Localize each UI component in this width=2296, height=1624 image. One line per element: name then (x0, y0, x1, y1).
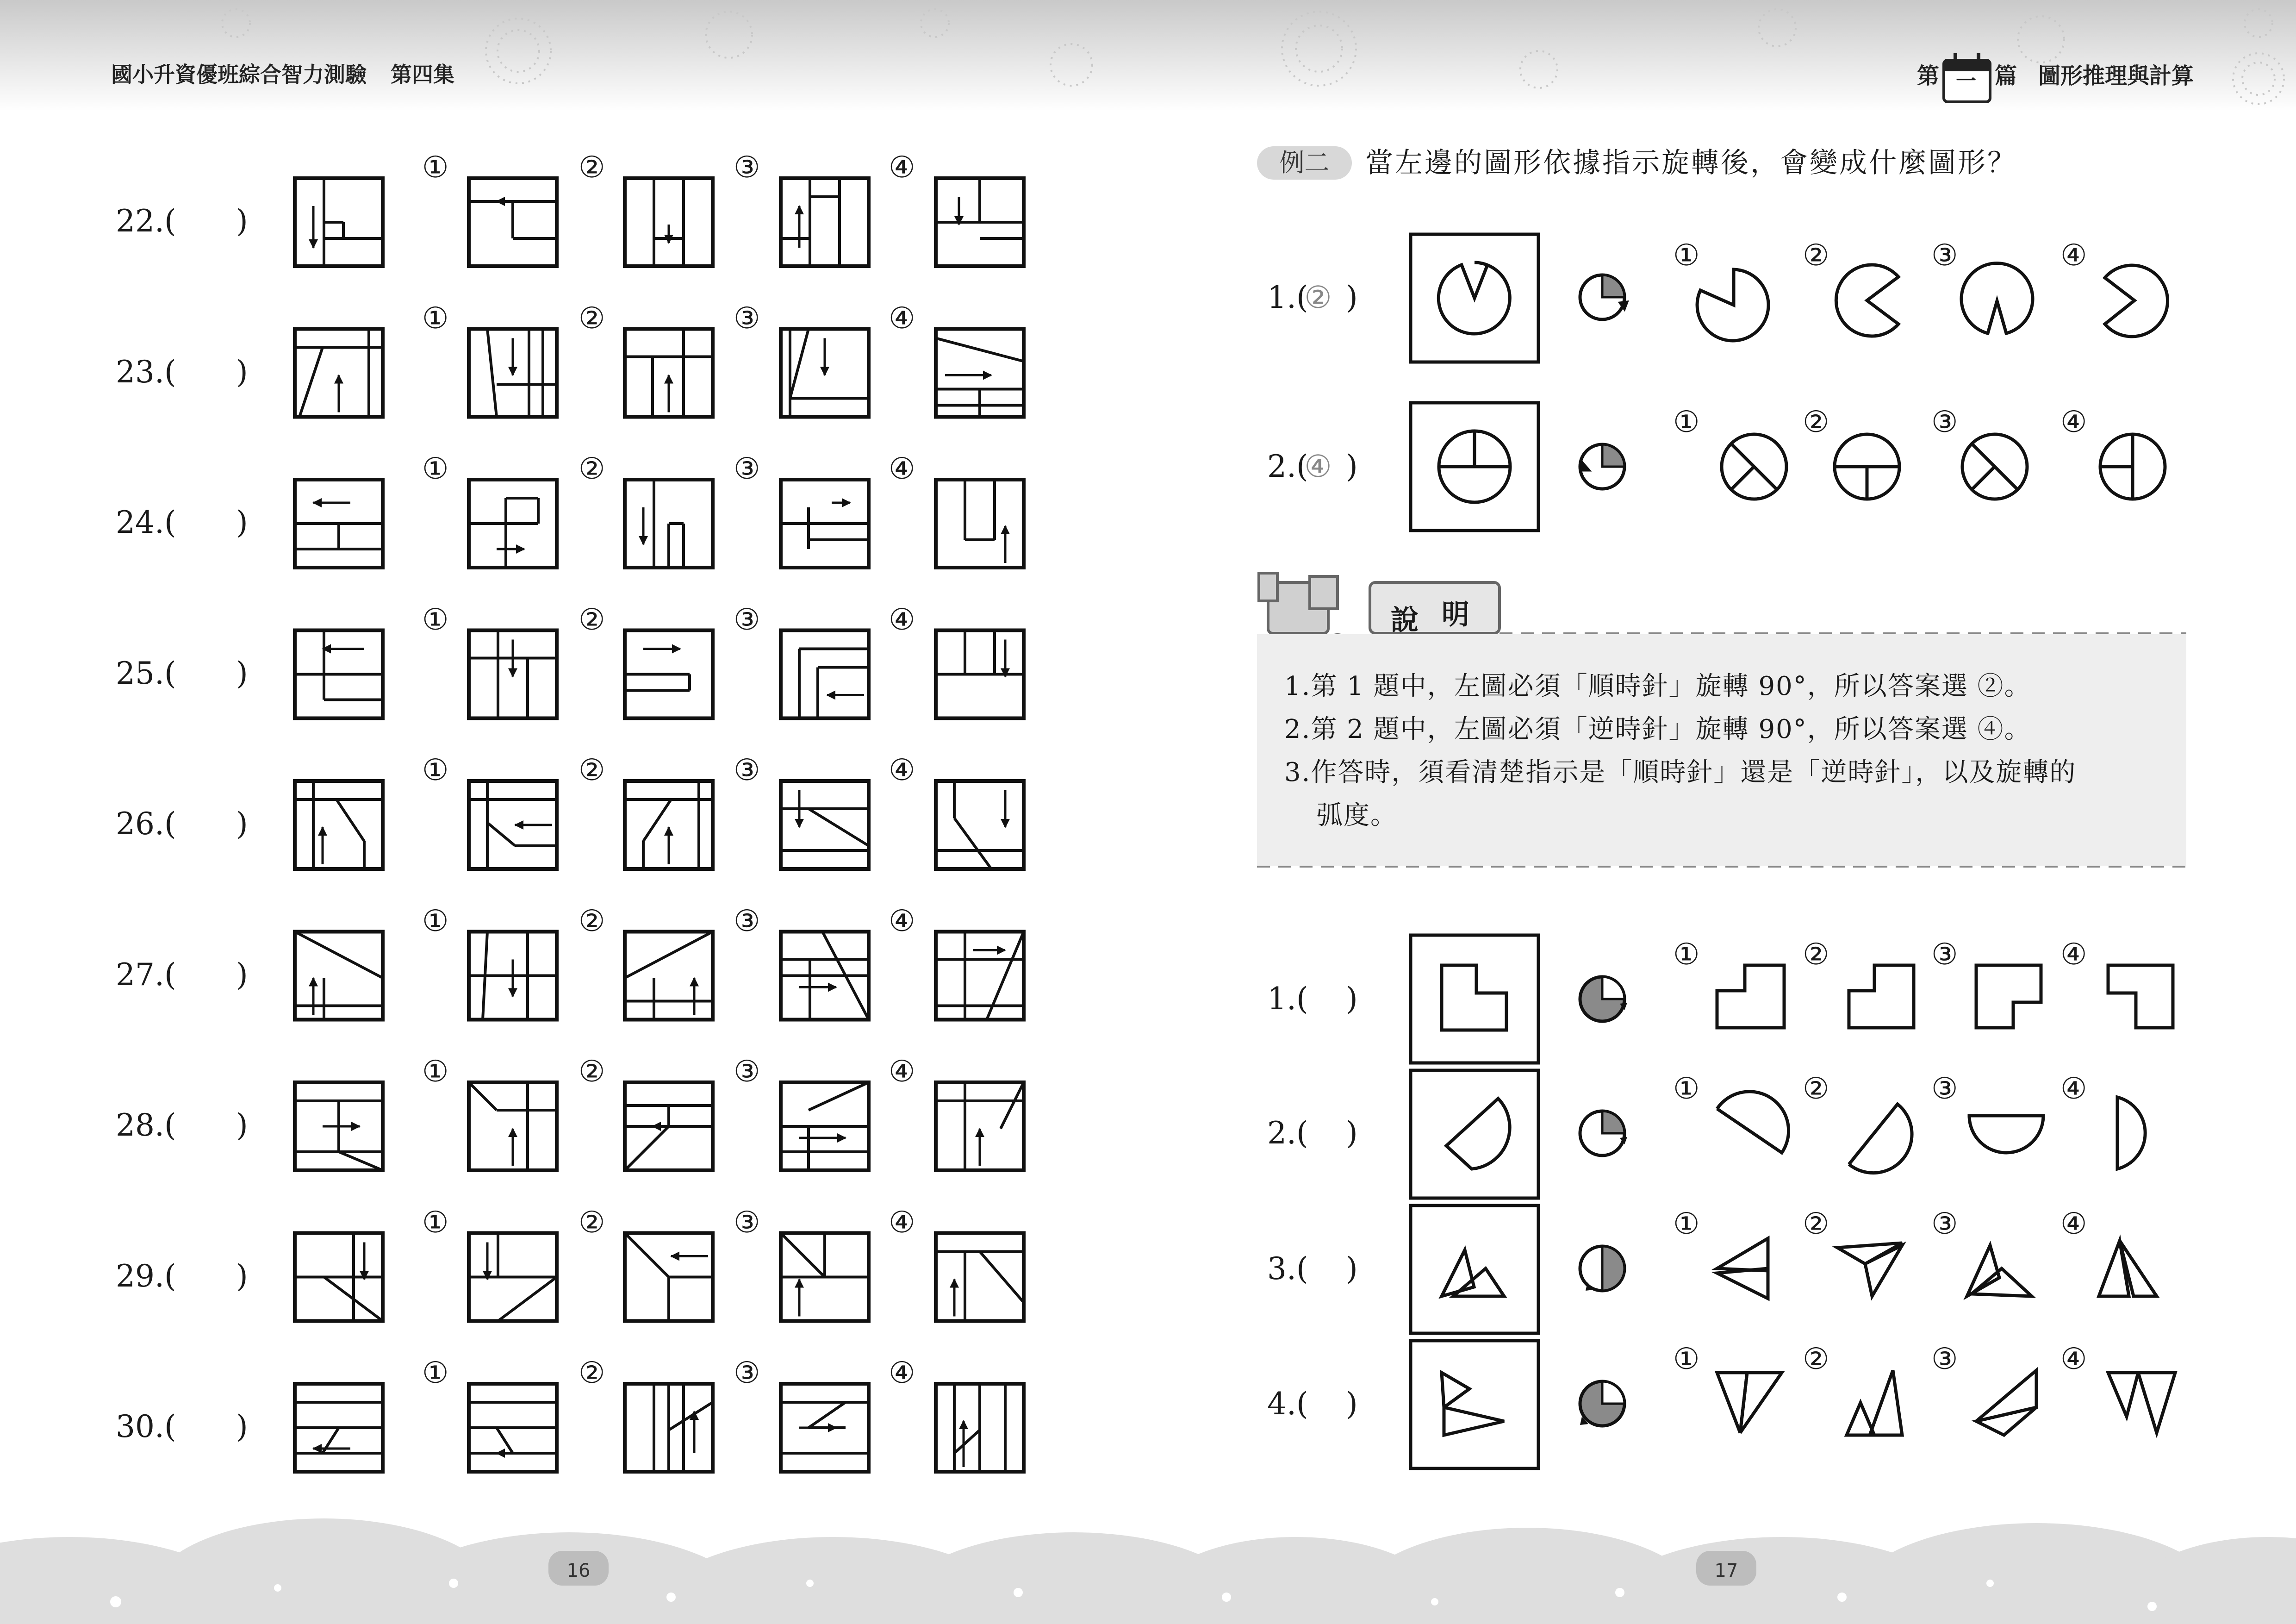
option-label: ① (422, 602, 449, 637)
option-label: ② (579, 602, 605, 637)
question-number: 4.( (1267, 1386, 1308, 1422)
option-figure (781, 1082, 869, 1170)
option-figure (469, 178, 557, 266)
option-label: ① (422, 301, 449, 336)
option-label: ② (579, 753, 605, 787)
option-label: ③ (734, 1205, 760, 1240)
right-question-1 (1267, 981, 1358, 1017)
option-figure (469, 1233, 557, 1321)
chapter-name: 圖形推理與計算 (2038, 63, 2194, 89)
option-label: ① (422, 753, 449, 787)
right-question-3 (1267, 1251, 1358, 1287)
option-label: ① (1673, 405, 1700, 439)
question-30 (116, 1409, 248, 1444)
question-close: ) (236, 203, 248, 239)
option-label: ③ (734, 753, 760, 787)
option-label: ① (1673, 937, 1700, 972)
chapter-suffix: 篇 (1995, 63, 2017, 89)
option-label: ④ (2060, 1072, 2087, 1106)
question-29 (116, 1258, 248, 1294)
option-label: ④ (2060, 1342, 2087, 1376)
question-figure (295, 1384, 383, 1472)
option-label: ③ (734, 1356, 760, 1390)
chapter-number: 一 (1956, 69, 1976, 93)
option-figure (781, 781, 869, 869)
example-item-answer: ④ (1304, 449, 1332, 484)
question-close: ) (236, 1258, 248, 1294)
question-number: 3.( (1267, 1251, 1308, 1287)
question-number: 30.( (116, 1409, 176, 1444)
option-figure (781, 932, 869, 1020)
question-24 (116, 505, 248, 540)
chapter-prefix: 第 (1917, 63, 1940, 89)
question-figure (295, 781, 383, 869)
question-number: 27.( (116, 956, 176, 993)
example-item-2 (1267, 449, 1358, 484)
footer-clouds (0, 1518, 2296, 1624)
example-item-number: 2.( (1267, 449, 1308, 484)
option-figure (781, 631, 869, 718)
option-label: ② (579, 452, 605, 486)
option-label: ④ (2060, 238, 2087, 273)
option-figure (625, 329, 713, 417)
option-figure (936, 329, 1024, 417)
option-label: ① (1673, 1207, 1700, 1241)
option-figure (936, 781, 1024, 869)
question-close: ) (236, 1409, 248, 1444)
option-label: ③ (734, 150, 760, 185)
explanation-line-2: 2.第 2 題中，左圖必須「逆時針」旋轉 90°，所以答案選 ④。 (1284, 714, 2031, 744)
option-label: ④ (889, 1356, 915, 1390)
option-label: ② (1803, 405, 1829, 439)
option-figure (625, 480, 713, 568)
option-label: ④ (889, 301, 915, 336)
option-label: ① (422, 452, 449, 486)
option-label: ④ (889, 150, 915, 185)
option-label: ① (422, 1055, 449, 1089)
explanation-line-1: 1.第 1 題中，左圖必須「順時針」旋轉 90°，所以答案選 ②。 (1284, 671, 2031, 701)
example-tag: 例二 (1257, 146, 1352, 180)
option-label: ② (579, 1356, 605, 1390)
option-label: ③ (734, 301, 760, 336)
question-close: ) (236, 354, 248, 390)
option-label: ④ (889, 452, 915, 486)
book-title (111, 58, 454, 88)
option-label: ② (579, 904, 605, 938)
option-figure (936, 1233, 1024, 1321)
explanation-title-a: 說 (1391, 604, 1419, 637)
chapter-title (1917, 58, 2195, 93)
option-label: ② (579, 150, 605, 185)
option-label: ① (1673, 1072, 1700, 1106)
option-label: ③ (734, 904, 760, 938)
option-figure (469, 480, 557, 568)
option-figure (469, 1384, 557, 1472)
option-label: ① (1673, 238, 1700, 273)
question-28 (116, 1107, 248, 1143)
option-label: ④ (2060, 1207, 2087, 1241)
option-figure (625, 1384, 713, 1472)
option-label: ② (1803, 238, 1829, 273)
page-number-right: 17 (1714, 1560, 1738, 1581)
option-label: ② (579, 1205, 605, 1240)
option-figure (625, 178, 713, 266)
question-figure (295, 932, 383, 1020)
example-question: 當左邊的圖形依據指示旋轉後，會變成什麼圖形？ (1365, 147, 2017, 179)
option-label: ③ (734, 1055, 760, 1089)
example-item-number: 1.( (1267, 280, 1308, 315)
option-label: ② (1803, 1072, 1829, 1106)
question-figure (295, 1082, 383, 1170)
question-close: ) (1346, 1386, 1358, 1422)
option-label: ① (1673, 1342, 1700, 1376)
question-figure (295, 631, 383, 718)
option-label: ④ (889, 1055, 915, 1089)
example-item-close: ) (1346, 280, 1358, 315)
option-label: ④ (889, 602, 915, 637)
option-label: ③ (1931, 405, 1958, 439)
option-figure (469, 1082, 557, 1170)
option-label: ③ (1931, 1342, 1958, 1376)
option-label: ④ (2060, 405, 2087, 439)
question-close: ) (236, 655, 248, 691)
question-number: 24.( (116, 505, 176, 540)
question-close: ) (1346, 1115, 1358, 1151)
question-number: 28.( (116, 1107, 176, 1143)
question-number: 25.( (116, 655, 176, 691)
question-close: ) (236, 956, 248, 993)
question-number: 1.( (1267, 981, 1308, 1017)
option-label: ① (422, 1205, 449, 1240)
option-label: ④ (2060, 937, 2087, 972)
option-label: ① (422, 904, 449, 938)
option-label: ② (579, 1055, 605, 1089)
option-figure (625, 932, 713, 1020)
question-23 (116, 354, 248, 390)
question-number: 2.( (1267, 1115, 1308, 1151)
rotation-arrow-icons-q (1580, 1003, 1627, 1425)
question-22 (116, 203, 248, 239)
question-number: 29.( (116, 1258, 176, 1294)
right-question-2 (1267, 1115, 1358, 1151)
example-item-answer: ② (1304, 280, 1332, 315)
option-label: ② (1803, 1207, 1829, 1241)
book-series: 第四集 (391, 62, 455, 87)
option-figure (469, 781, 557, 869)
explanation-title-b: 明 (1442, 599, 1469, 631)
right-question-figures (1411, 935, 2175, 1468)
option-figure (936, 1082, 1024, 1170)
question-number: 23.( (116, 354, 176, 390)
option-label: ③ (734, 602, 760, 637)
example-item-1 (1267, 280, 1358, 315)
option-figure (936, 631, 1024, 718)
option-figure (469, 932, 557, 1020)
option-label: ① (422, 150, 449, 185)
option-label: ② (1803, 1342, 1829, 1376)
option-figure (625, 1233, 713, 1321)
question-close: ) (236, 1107, 248, 1143)
option-figure (781, 178, 869, 266)
explanation-line-3: 3.作答時，須看清楚指示是「順時針」還是「逆時針」，以及旋轉的 (1284, 757, 2077, 787)
option-figure (781, 329, 869, 417)
question-number: 22.( (116, 203, 176, 239)
option-figure (936, 480, 1024, 568)
option-figure (781, 480, 869, 568)
option-figure (781, 1384, 869, 1472)
option-label: ③ (1931, 1207, 1958, 1241)
question-26 (116, 806, 248, 842)
question-close: ) (236, 505, 248, 540)
question-close: ) (1346, 981, 1358, 1017)
question-number: 26.( (116, 806, 176, 842)
option-label: ③ (1931, 937, 1958, 972)
question-figure (295, 178, 383, 266)
question-figure (295, 480, 383, 568)
option-figure (469, 329, 557, 417)
option-label: ④ (889, 753, 915, 787)
right-question-4 (1267, 1386, 1358, 1422)
question-25 (116, 655, 248, 691)
question-figure (295, 1233, 383, 1321)
option-figure (781, 1233, 869, 1321)
question-close: ) (1346, 1251, 1358, 1287)
explanation-box (1257, 634, 2186, 866)
example-item-close: ) (1346, 449, 1358, 484)
question-27 (116, 956, 248, 993)
example-figures (1411, 234, 2168, 531)
option-figure (625, 781, 713, 869)
book-title-main: 國小升資優班綜合智力測驗 (111, 62, 367, 87)
explanation-line-4: 弧度。 (1317, 800, 1397, 831)
option-figure (936, 1384, 1024, 1472)
option-label: ③ (1931, 1072, 1958, 1106)
option-figure (936, 932, 1024, 1020)
option-figure (936, 178, 1024, 266)
option-figure (625, 631, 713, 718)
question-figure (295, 329, 383, 417)
page-number-left: 16 (566, 1560, 591, 1581)
option-figure (469, 631, 557, 718)
question-close: ) (236, 806, 248, 842)
option-label: ④ (889, 904, 915, 938)
option-label: ③ (734, 452, 760, 486)
option-label: ② (1803, 937, 1829, 972)
option-label: ④ (889, 1205, 915, 1240)
option-label: ① (422, 1356, 449, 1390)
option-label: ③ (1931, 238, 1958, 273)
option-figure (625, 1082, 713, 1170)
option-label: ② (579, 301, 605, 336)
